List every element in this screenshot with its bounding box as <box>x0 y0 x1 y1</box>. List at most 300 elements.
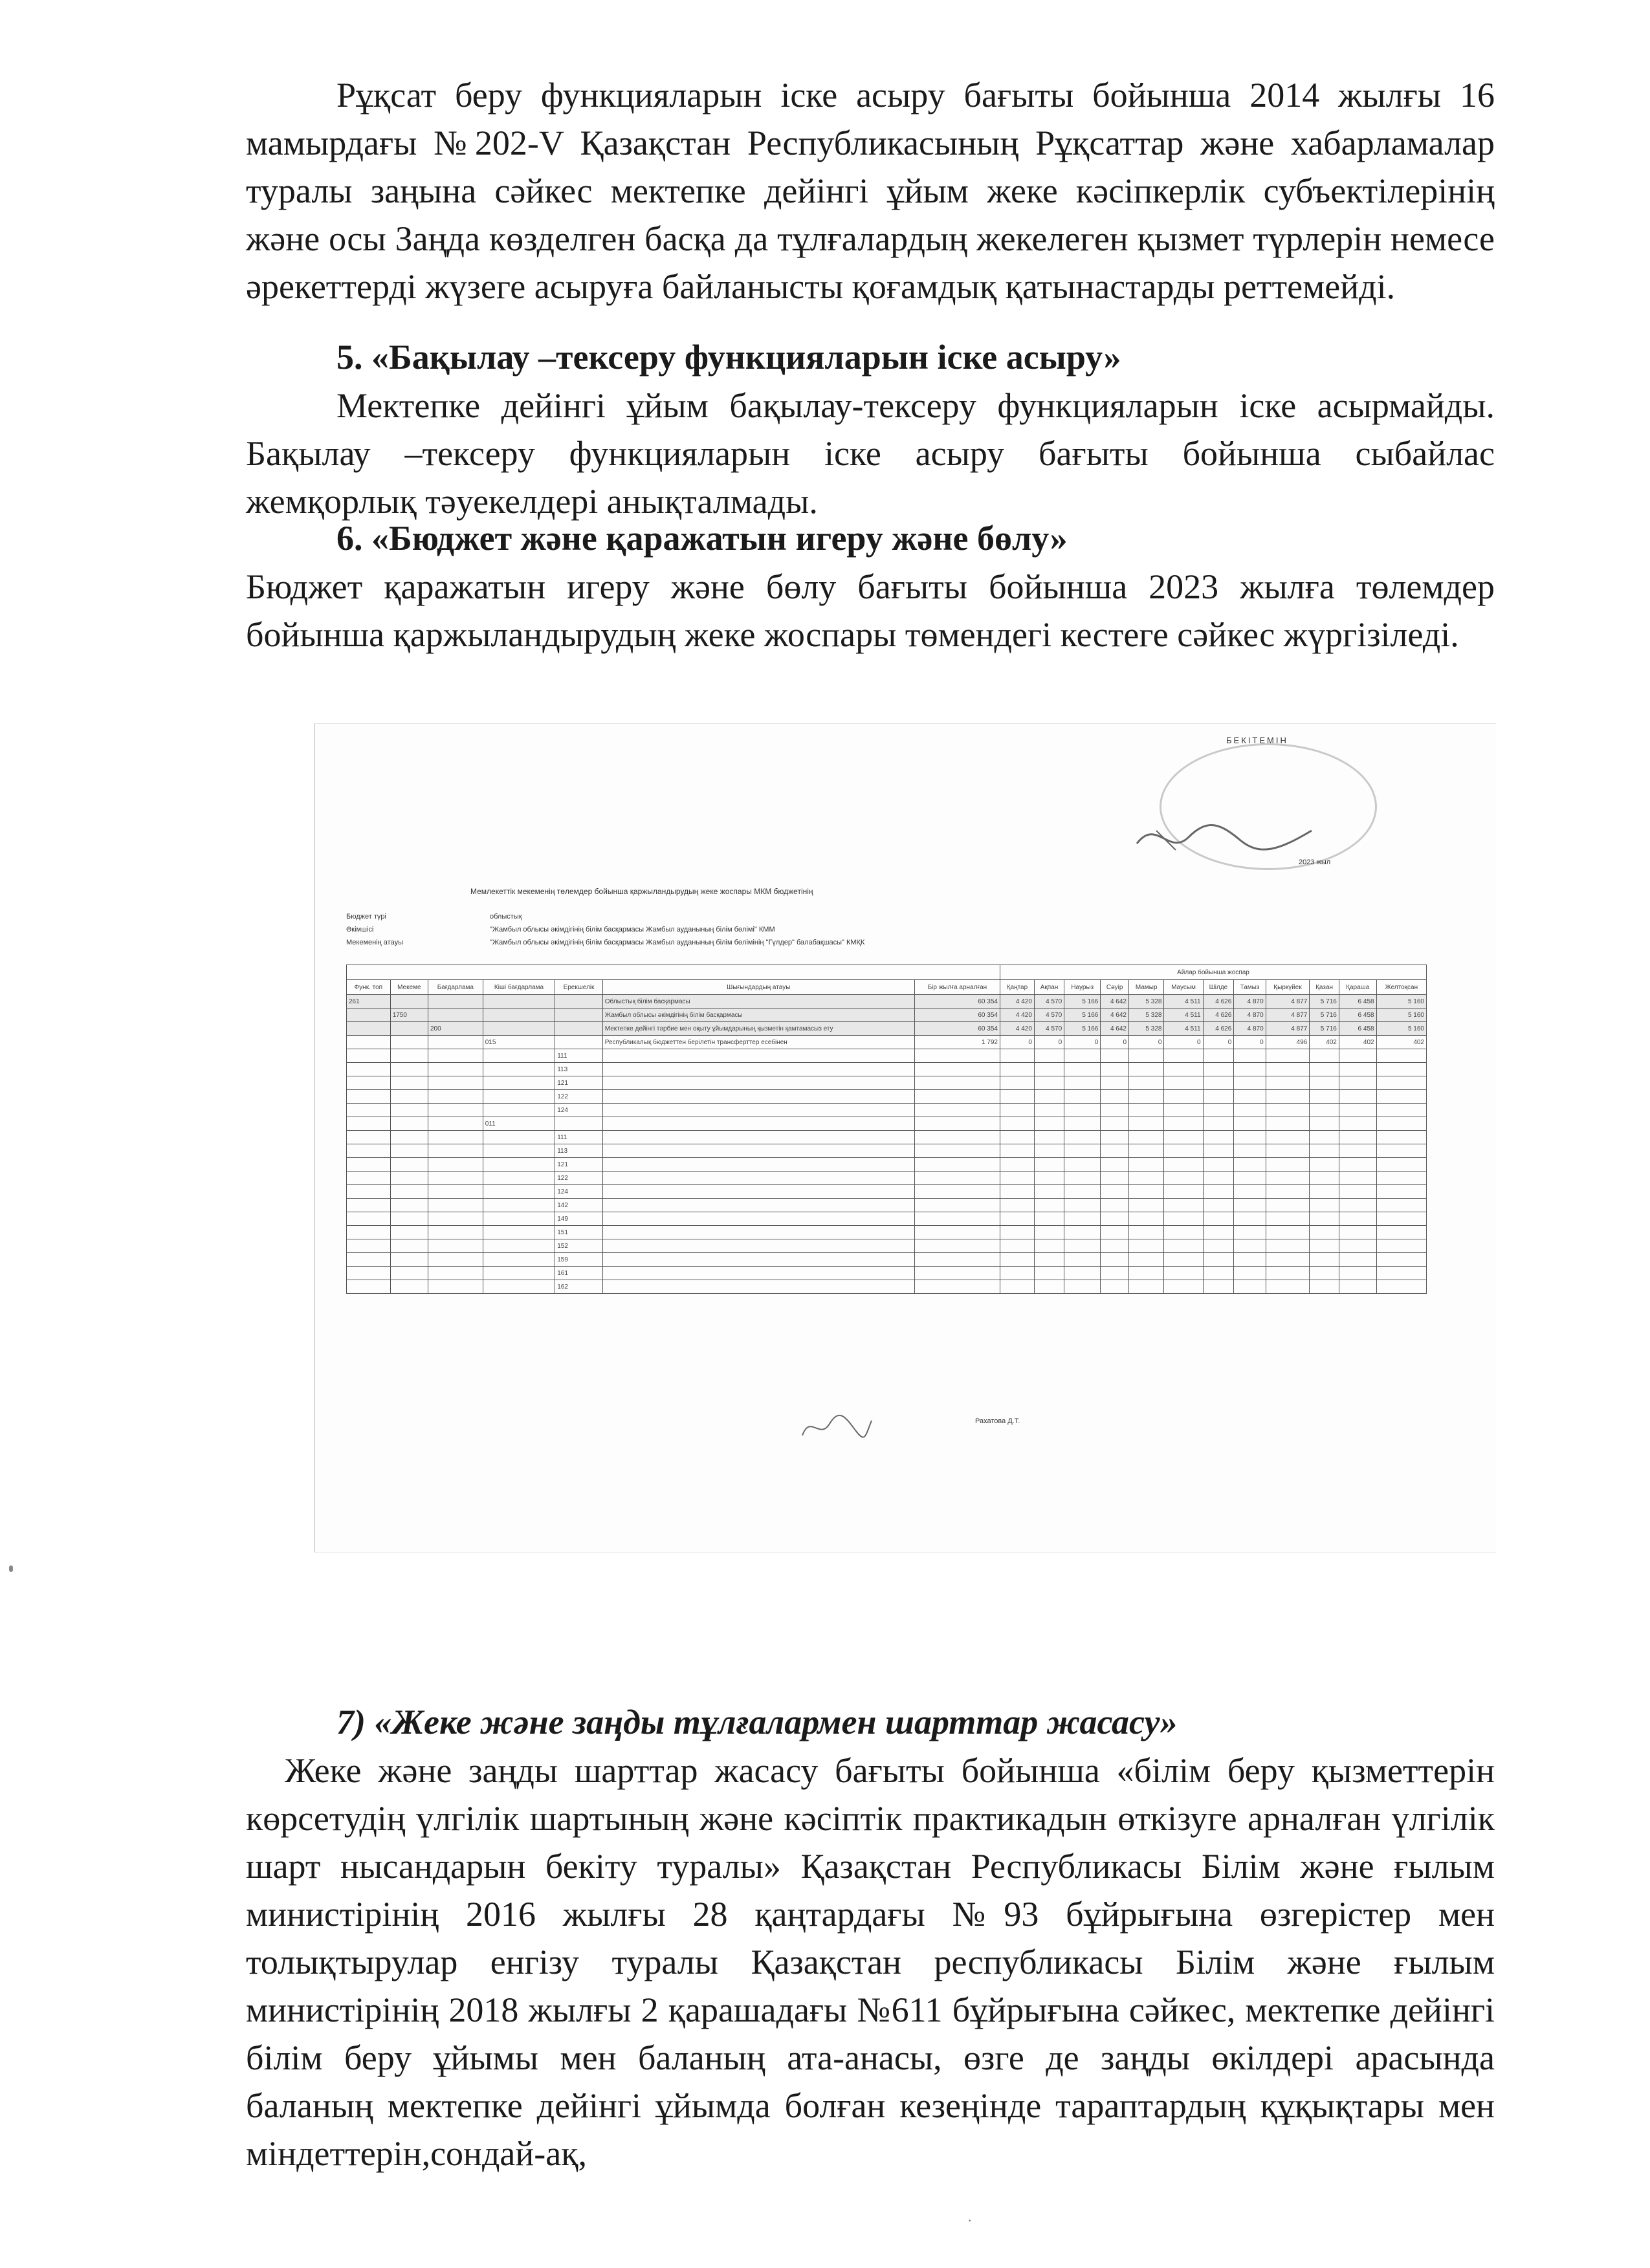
table-cell <box>1164 1226 1203 1239</box>
paragraph-inspection: Мектепке дейінгі ұйым бақылау-тексеру функцияларын іске асырмайды. Бақылау –тексеру функцияларын іске асыру бағыты бойынша сыбайлас жемқорлық тәуекелдері анықталмады. <box>246 386 1495 521</box>
table-cell <box>1034 1131 1064 1144</box>
table-cell <box>483 1172 555 1185</box>
table-cell <box>1234 1253 1266 1267</box>
table-cell <box>1129 1049 1164 1063</box>
table-cell <box>483 1076 555 1090</box>
table-cell <box>1101 1049 1129 1063</box>
table-cell <box>914 1280 1000 1294</box>
table-cell <box>1034 1280 1064 1294</box>
table-cell <box>1203 1280 1234 1294</box>
table-cell <box>1034 1158 1064 1172</box>
table-cell <box>347 1280 391 1294</box>
table-cell: Облыстық білім басқармасы <box>602 995 914 1009</box>
table-cell <box>602 1267 914 1280</box>
table-cell <box>1234 1076 1266 1090</box>
table-cell <box>1000 1212 1034 1226</box>
table-column-header: Ерекшелік <box>555 980 603 995</box>
table-cell <box>1339 1076 1376 1090</box>
table-cell <box>1203 1063 1234 1076</box>
table-cell: 0 <box>1234 1036 1266 1049</box>
table-cell <box>483 1267 555 1280</box>
table-cell <box>1339 1267 1376 1280</box>
table-cell <box>390 1280 428 1294</box>
table-cell <box>347 1104 391 1117</box>
table-cell <box>1034 1226 1064 1239</box>
table-cell <box>1064 1131 1101 1144</box>
table-cell <box>602 1144 914 1158</box>
table-cell <box>428 995 483 1009</box>
table-cell <box>1129 1226 1164 1239</box>
table-cell <box>1339 1172 1376 1185</box>
table-cell <box>347 1063 391 1076</box>
table-column-header: Бағдарлама <box>428 980 483 995</box>
table-cell: 4 570 <box>1034 1009 1064 1022</box>
table-cell <box>1339 1239 1376 1253</box>
table-cell <box>1266 1212 1310 1226</box>
table-cell <box>1129 1212 1164 1226</box>
table-cell: 402 <box>1310 1036 1339 1049</box>
table-cell <box>1376 1185 1426 1199</box>
table-cell <box>1376 1144 1426 1158</box>
table-cell: 4 642 <box>1101 1009 1129 1022</box>
table-cell: 124 <box>555 1104 603 1117</box>
table-cell <box>914 1239 1000 1253</box>
table-cell <box>428 1117 483 1131</box>
table-cell <box>914 1076 1000 1090</box>
table-cell <box>1101 1239 1129 1253</box>
table-cell <box>1234 1063 1266 1076</box>
table-cell <box>1339 1090 1376 1104</box>
table-cell <box>1339 1158 1376 1172</box>
table-cell <box>602 1199 914 1212</box>
table-cell <box>428 1076 483 1090</box>
table-cell <box>1064 1117 1101 1131</box>
table-cell <box>1064 1172 1101 1185</box>
table-cell <box>1266 1239 1310 1253</box>
table-row <box>347 1009 1427 1022</box>
table-cell <box>1310 1239 1339 1253</box>
table-cell: 113 <box>555 1063 603 1076</box>
table-cell: 5 160 <box>1376 1009 1426 1022</box>
table-cell <box>1203 1117 1234 1131</box>
table-cell <box>914 1172 1000 1185</box>
table-cell <box>347 1199 391 1212</box>
table-cell: 4 511 <box>1164 995 1203 1009</box>
table-row <box>347 995 1427 1009</box>
table-cell <box>1000 1172 1034 1185</box>
table-cell: 0 <box>1101 1036 1129 1049</box>
table-cell <box>1000 1280 1034 1294</box>
table-cell: 4 642 <box>1101 1022 1129 1036</box>
table-cell <box>1000 1253 1034 1267</box>
table-cell: Мектепке дейінгі тәрбие мен оқыту ұйымдарының қызметін қамтамасыз ету <box>602 1022 914 1036</box>
table-cell: 496 <box>1266 1036 1310 1049</box>
table-column-header: Функ. топ <box>347 980 391 995</box>
table-cell <box>1310 1280 1339 1294</box>
table-cell <box>1376 1280 1426 1294</box>
table-cell <box>483 1280 555 1294</box>
table-cell <box>483 1090 555 1104</box>
table-cell <box>483 1144 555 1158</box>
table-cell <box>483 1185 555 1199</box>
table-cell <box>347 1267 391 1280</box>
table-row <box>347 1049 1427 1063</box>
table-cell <box>1203 1049 1234 1063</box>
table-cell <box>914 1131 1000 1144</box>
table-cell: 4 877 <box>1266 995 1310 1009</box>
table-cell: 161 <box>555 1267 603 1280</box>
table-cell <box>1000 1158 1034 1172</box>
table-cell <box>1376 1090 1426 1104</box>
table-cell <box>1203 1090 1234 1104</box>
table-row <box>347 1226 1427 1239</box>
table-column-header: Мекеме <box>390 980 428 995</box>
table-cell <box>914 1199 1000 1212</box>
table-cell <box>914 1104 1000 1117</box>
table-cell <box>1203 1076 1234 1090</box>
table-cell <box>555 1117 603 1131</box>
table-cell <box>428 1158 483 1172</box>
table-column-header: Қыркүйек <box>1266 980 1310 995</box>
table-cell <box>1064 1144 1101 1158</box>
table-cell <box>347 1131 391 1144</box>
table-cell <box>1266 1049 1310 1063</box>
table-row <box>347 1239 1427 1253</box>
table-cell <box>1339 1199 1376 1212</box>
table-cell: 4 877 <box>1266 1009 1310 1022</box>
table-body <box>347 995 1427 1294</box>
table-cell <box>1164 1253 1203 1267</box>
table-cell <box>914 1144 1000 1158</box>
table-cell <box>1129 1076 1164 1090</box>
table-cell <box>1164 1131 1203 1144</box>
meta-label-2: Мекеменің атауы <box>346 939 403 946</box>
table-cell: 5 166 <box>1064 995 1101 1009</box>
table-cell <box>483 1158 555 1172</box>
table-cell: 122 <box>555 1090 603 1104</box>
table-cell <box>483 995 555 1009</box>
table-cell <box>1203 1131 1234 1144</box>
table-row <box>347 1131 1427 1144</box>
table-row <box>347 1199 1427 1212</box>
table-cell <box>1310 1090 1339 1104</box>
table-cell <box>602 1117 914 1131</box>
table-cell <box>1164 1117 1203 1131</box>
table-cell <box>1064 1185 1101 1199</box>
table-cell <box>1064 1090 1101 1104</box>
table-cell <box>1339 1049 1376 1063</box>
table-cell <box>428 1226 483 1239</box>
approval-year: 2023 жыл <box>1299 858 1331 866</box>
table-cell <box>1234 1172 1266 1185</box>
table-cell: 4 626 <box>1203 995 1234 1009</box>
table-cell <box>483 1131 555 1144</box>
table-cell <box>602 1280 914 1294</box>
table-cell <box>1310 1226 1339 1239</box>
document-title: Мемлекеттік мекеменің төлемдер бойынша қаржыландырудың жеке жоспары МКМ бюджетінің <box>470 887 813 896</box>
table-cell <box>1339 1144 1376 1158</box>
table-cell: 152 <box>555 1239 603 1253</box>
table-cell <box>1129 1267 1164 1280</box>
table-cell <box>1234 1199 1266 1212</box>
table-cell <box>390 1212 428 1226</box>
table-cell: 1 792 <box>914 1036 1000 1049</box>
table-cell <box>1034 1063 1064 1076</box>
table-cell <box>1034 1253 1064 1267</box>
table-cell <box>1101 1063 1129 1076</box>
table-cell <box>428 1253 483 1267</box>
table-cell <box>347 1076 391 1090</box>
table-cell <box>1101 1131 1129 1144</box>
table-column-header: Желтоқсан <box>1376 980 1426 995</box>
table-cell <box>1266 1172 1310 1185</box>
table-cell <box>1034 1049 1064 1063</box>
table-cell <box>1129 1280 1164 1294</box>
table-cell: 162 <box>555 1280 603 1294</box>
table-row <box>347 1172 1427 1185</box>
table-cell <box>914 1226 1000 1239</box>
table-row <box>347 1090 1427 1104</box>
table-row <box>347 1280 1427 1294</box>
table-cell <box>1376 1063 1426 1076</box>
table-cell <box>1310 1104 1339 1117</box>
table-cell <box>914 1212 1000 1226</box>
table-cell <box>1203 1104 1234 1117</box>
table-cell <box>428 1131 483 1144</box>
table-cell <box>1129 1090 1164 1104</box>
table-cell: Жамбыл облысы әкімдігінің білім басқармасы <box>602 1009 914 1022</box>
table-cell <box>390 1253 428 1267</box>
table-cell <box>602 1185 914 1199</box>
meta-value-0: облыстық <box>490 913 522 921</box>
table-cell <box>1129 1239 1164 1253</box>
table-column-header: Кіші бағдарлама <box>483 980 555 995</box>
table-cell <box>347 1144 391 1158</box>
approval-title: БЕКІТЕМІН <box>1226 736 1288 745</box>
table-cell <box>1339 1104 1376 1117</box>
table-cell <box>1266 1090 1310 1104</box>
table-cell <box>1064 1049 1101 1063</box>
table-cell <box>1234 1131 1266 1144</box>
table-cell <box>1034 1267 1064 1280</box>
table-cell: 5 328 <box>1129 995 1164 1009</box>
table-cell: 0 <box>1129 1036 1164 1049</box>
table-column-header: Сәуір <box>1101 980 1129 995</box>
table-cell <box>1203 1199 1234 1212</box>
table-cell <box>347 1036 391 1049</box>
table-cell: 124 <box>555 1185 603 1199</box>
table-cell <box>1266 1104 1310 1117</box>
table-cell <box>1234 1049 1266 1063</box>
table-cell <box>390 1226 428 1239</box>
table-cell <box>428 1199 483 1212</box>
table-cell <box>1376 1158 1426 1172</box>
table-cell: 261 <box>347 995 391 1009</box>
table-cell <box>602 1239 914 1253</box>
table-cell <box>483 1009 555 1022</box>
table-cell <box>1164 1090 1203 1104</box>
table-cell: 6 458 <box>1339 1022 1376 1036</box>
table-cell <box>1376 1117 1426 1131</box>
table-cell <box>390 1144 428 1158</box>
table-cell <box>1310 1049 1339 1063</box>
table-cell <box>1234 1090 1266 1104</box>
table-cell <box>1101 1076 1129 1090</box>
table-cell: 402 <box>1339 1036 1376 1049</box>
table-cell <box>1203 1239 1234 1253</box>
table-cell <box>1310 1185 1339 1199</box>
table-header-spacer <box>347 965 1000 980</box>
table-cell <box>602 1104 914 1117</box>
table-cell <box>390 1090 428 1104</box>
table-column-header: Наурыз <box>1064 980 1101 995</box>
table-cell <box>390 1076 428 1090</box>
table-cell <box>1234 1104 1266 1117</box>
table-cell <box>347 1239 391 1253</box>
table-cell <box>390 995 428 1009</box>
table-column-header: Бір жылға арналған <box>914 980 1000 995</box>
table-cell: 402 <box>1376 1036 1426 1049</box>
table-cell <box>1000 1063 1034 1076</box>
table-cell: 6 458 <box>1339 995 1376 1009</box>
table-cell <box>483 1022 555 1036</box>
table-cell <box>1164 1185 1203 1199</box>
meta-label-0: Бюджет түрі <box>346 913 386 921</box>
table-cell <box>1266 1280 1310 1294</box>
table-cell <box>390 1239 428 1253</box>
table-cell: 4 511 <box>1164 1009 1203 1022</box>
table-cell: 0 <box>1064 1036 1101 1049</box>
page-mark: · <box>967 2212 973 2229</box>
table-column-header: Мамыр <box>1129 980 1164 995</box>
table-cell <box>1000 1076 1034 1090</box>
table-cell <box>1376 1076 1426 1090</box>
table-cell <box>1101 1117 1129 1131</box>
table-cell <box>1129 1117 1164 1131</box>
months-header: Айлар бойынша жоспар <box>1000 965 1426 980</box>
table-cell: 0 <box>1034 1036 1064 1049</box>
table-cell <box>1339 1226 1376 1239</box>
heading-inspection: 5. «Бақылау –тексеру функцияларын іске асыру» <box>336 338 1121 376</box>
table-cell <box>1101 1212 1129 1226</box>
table-cell: 151 <box>555 1226 603 1239</box>
table-cell <box>1234 1239 1266 1253</box>
heading-budget: 6. «Бюджет және қаражатын игеру және бөлу» <box>336 519 1068 558</box>
meta-label-1: Әкімшісі <box>346 926 374 933</box>
table-cell <box>1129 1131 1164 1144</box>
table-cell <box>1339 1253 1376 1267</box>
table-column-header: Шығындардың атауы <box>602 980 914 995</box>
table-cell <box>1164 1076 1203 1090</box>
table-cell: 4 511 <box>1164 1022 1203 1036</box>
table-cell: 4 420 <box>1000 1022 1034 1036</box>
table-cell <box>1101 1104 1129 1117</box>
table-cell <box>555 1009 603 1022</box>
table-row <box>347 1076 1427 1090</box>
table-cell <box>1164 1239 1203 1253</box>
table-column-header: Қараша <box>1339 980 1376 995</box>
table-cell <box>1034 1212 1064 1226</box>
table-cell <box>483 1239 555 1253</box>
table-cell <box>1164 1280 1203 1294</box>
table-cell <box>1266 1226 1310 1239</box>
table-cell: 5 716 <box>1310 1022 1339 1036</box>
table-column-header: Маусым <box>1164 980 1203 995</box>
table-cell <box>1376 1049 1426 1063</box>
table-cell <box>1339 1280 1376 1294</box>
table-cell <box>483 1253 555 1267</box>
table-cell: 60 354 <box>914 1022 1000 1036</box>
table-column-header: Қаңтар <box>1000 980 1034 995</box>
table-cell <box>390 1022 428 1036</box>
table-row <box>347 1212 1427 1226</box>
table-cell <box>1310 1063 1339 1076</box>
table-row <box>347 1117 1427 1131</box>
table-cell <box>1266 1158 1310 1172</box>
table-cell <box>428 1049 483 1063</box>
table-cell <box>347 1226 391 1239</box>
table-cell <box>1266 1185 1310 1199</box>
table-cell <box>1203 1172 1234 1185</box>
table-row <box>347 1104 1427 1117</box>
table-cell <box>1034 1172 1064 1185</box>
table-cell <box>555 995 603 1009</box>
table-cell <box>428 1090 483 1104</box>
table-cell <box>390 1158 428 1172</box>
table-cell: 5 160 <box>1376 995 1426 1009</box>
table-cell <box>1064 1226 1101 1239</box>
table-cell: 200 <box>428 1022 483 1036</box>
table-cell <box>602 1172 914 1185</box>
financing-plan-scan <box>314 723 1496 1553</box>
table-row <box>347 1036 1427 1049</box>
table-cell <box>1203 1253 1234 1267</box>
table-cell <box>1000 1117 1034 1131</box>
table-cell <box>483 1063 555 1076</box>
table-cell <box>914 1185 1000 1199</box>
table-cell: Республикалық бюджеттен берілетін трансферттер есебінен <box>602 1036 914 1049</box>
table-cell <box>1064 1253 1101 1267</box>
table-cell <box>1101 1226 1129 1239</box>
table-row <box>347 1185 1427 1199</box>
table-cell: 0 <box>1000 1036 1034 1049</box>
table-cell <box>602 1063 914 1076</box>
table-cell <box>1376 1253 1426 1267</box>
table-cell <box>1203 1158 1234 1172</box>
table-cell: 60 354 <box>914 995 1000 1009</box>
table-row <box>347 1144 1427 1158</box>
table-cell <box>1034 1076 1064 1090</box>
table-header-row <box>347 980 1427 995</box>
table-cell: 4 626 <box>1203 1009 1234 1022</box>
table-cell <box>1101 1267 1129 1280</box>
meta-value-2: "Жамбыл облысы әкімдігінің білім басқармасы Жамбыл ауданының білім бөлімінің "Гүлдер" балабақшасы" КМҚК <box>490 939 865 946</box>
table-cell <box>1310 1267 1339 1280</box>
table-cell: 0 <box>1203 1036 1234 1049</box>
table-cell <box>428 1280 483 1294</box>
table-cell <box>428 1009 483 1022</box>
table-cell <box>1310 1117 1339 1131</box>
table-cell <box>1101 1158 1129 1172</box>
table-cell <box>483 1226 555 1239</box>
table-cell: 4 870 <box>1234 1009 1266 1022</box>
table-cell <box>1234 1185 1266 1199</box>
table-cell: 4 570 <box>1034 1022 1064 1036</box>
table-cell <box>1234 1267 1266 1280</box>
table-column-header: Қазан <box>1310 980 1339 995</box>
table-cell <box>1164 1063 1203 1076</box>
table-cell: 5 328 <box>1129 1009 1164 1022</box>
